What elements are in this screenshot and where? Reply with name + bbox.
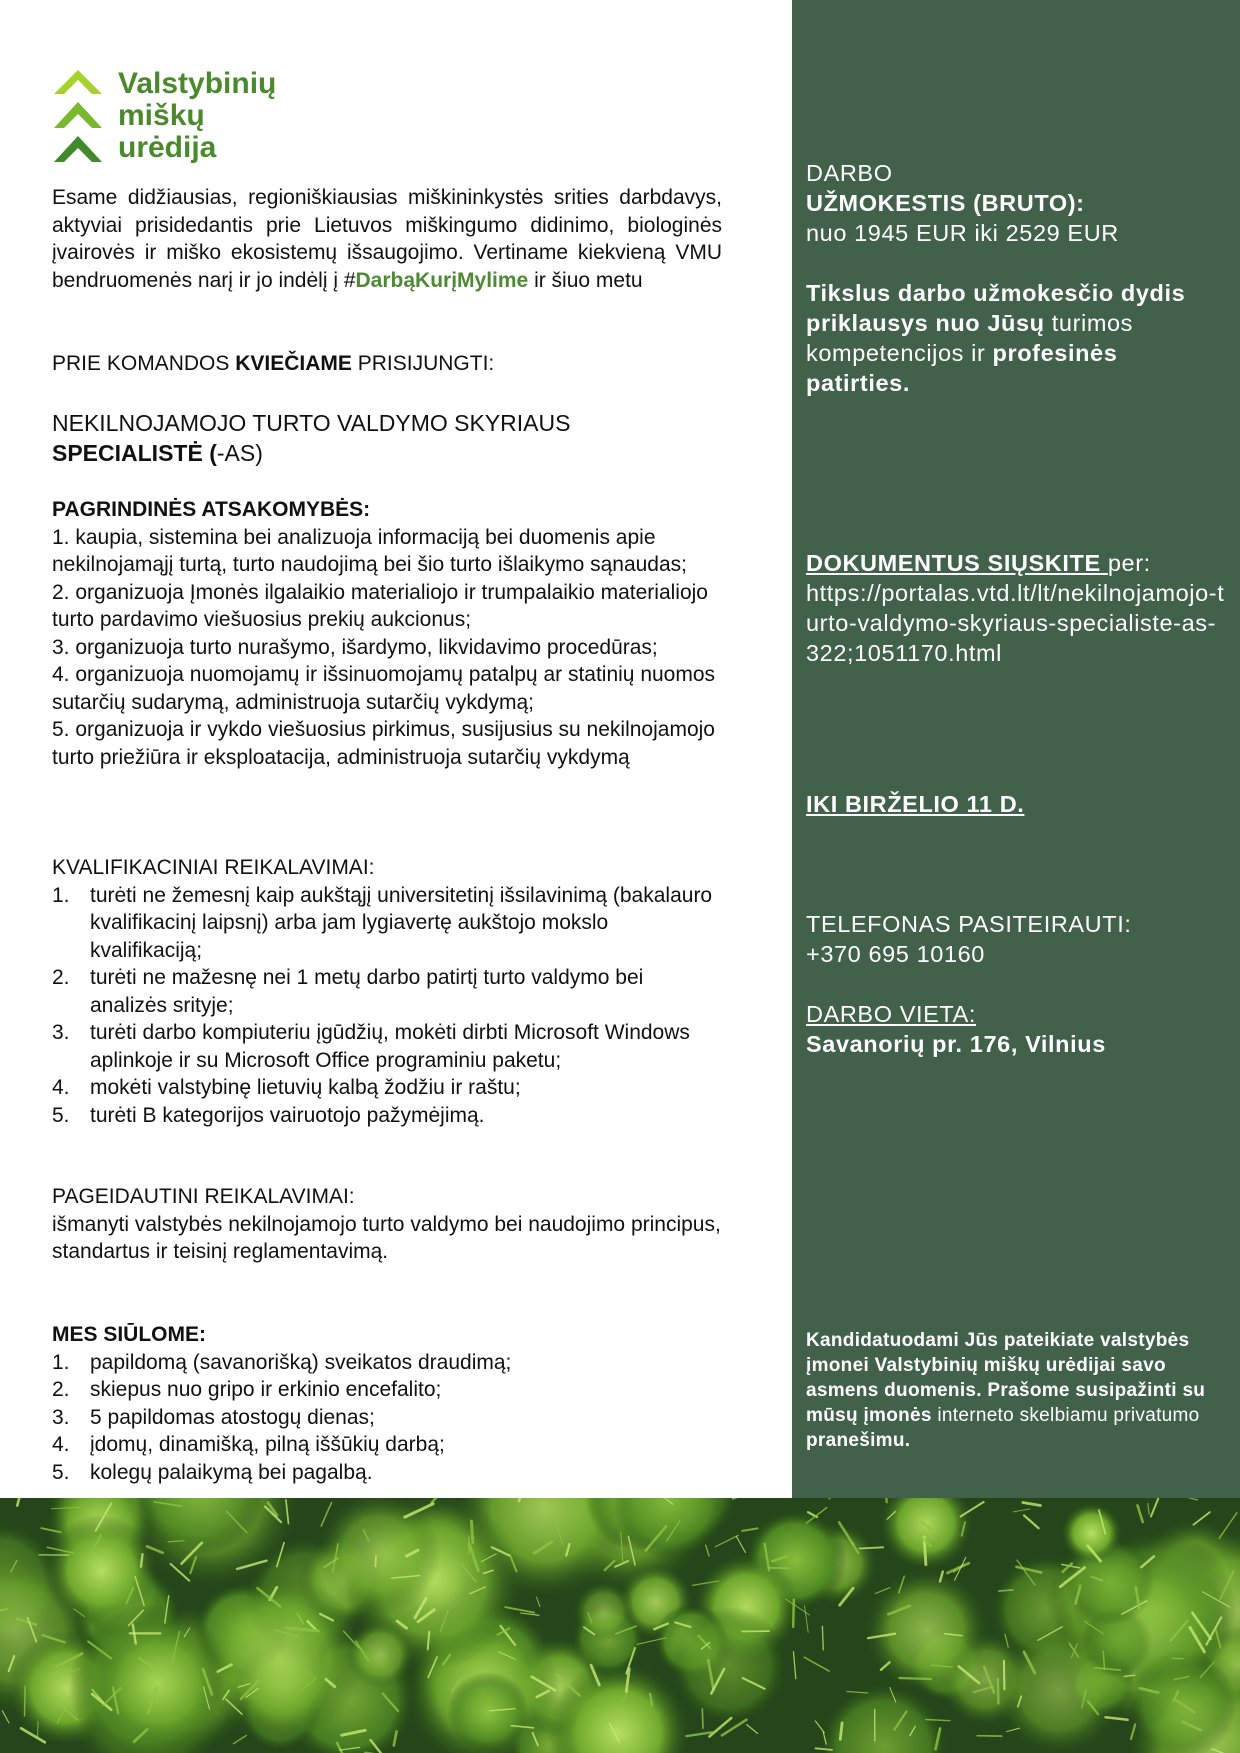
list-item [52, 1349, 722, 1377]
list-item [52, 1376, 722, 1404]
intro-text: Esame didžiausias, regioniškiausias miškininkystės srities darbdavys, aktyviai prisidedantis prie Lietuvos miškingumo didinimo, biologinės įvairovės ir miško ekosistemų išsaugojimo. Vertiname kiekvieną VMU bendruomenės narį ir jo indėlį į # [52, 186, 722, 292]
position-bold: SPECIALISTĖ ( [52, 440, 217, 466]
list-item [52, 1019, 722, 1074]
preferred-title: PAGEIDAUTINI REIKALAVIMAI: [52, 1185, 355, 1208]
salary-note [806, 278, 1226, 398]
item-number: 1. [52, 883, 70, 907]
item-number: 2. [52, 966, 70, 989]
position-line-1: NEKILNOJAMOJO TURTO VALDYMO SKYRIAUS [52, 410, 571, 436]
list-item: 3. organizuoja turto nurašymo, išardymo, likvidavimo procedūras; [52, 635, 658, 659]
phone-number[interactable]: +370 695 10160 [806, 941, 985, 967]
item-text: skiepus nuo gripo ir erkinio encefalito; [90, 1378, 442, 1401]
list-item: 4. organizuoja nuomojamų ir išsinuomojamų patalpų ar statinių nuomos sutarčių sudarymą, administruoja sutarčių vykdymą; [52, 663, 716, 714]
privacy-bold: Kandidatuodami Jūs pateikiate valstybės įmonei Valstybinių miškų urėdijai savo asmens duomenis. Prašome susipažinti su mūsų įmonės [806, 1330, 1206, 1426]
list-item [52, 1459, 722, 1487]
item-number: 5. [52, 1460, 70, 1484]
list-item [52, 1431, 722, 1459]
logo-line-3: urėdija [118, 131, 217, 164]
tree-chevrons-icon [52, 64, 108, 168]
phone-label: TELEFONAS PASITEIRAUTI: [806, 911, 1132, 937]
docs-label: DOKUMENTUS SIŲSKITE [806, 550, 1108, 576]
salary-range: nuo 1945 EUR iki 2529 EUR [806, 220, 1119, 246]
item-text: mokėti valstybinę lietuvių kalbą žodžiu ir raštu; [90, 1076, 521, 1099]
item-number: 3. [52, 1021, 70, 1044]
position-post: -AS) [216, 440, 263, 466]
moss-image [0, 1498, 1240, 1753]
item-number: 1. [52, 1350, 70, 1374]
responsibilities-title: PAGRINDINĖS ATSAKOMYBĖS: [52, 498, 371, 521]
qualifications-section [52, 854, 722, 1129]
logo-line-1: Valstybinių [118, 67, 277, 100]
invite-bold: KVIEČIAME [235, 352, 352, 375]
logo-line-2: miškų [118, 99, 205, 132]
qualifications-title: KVALIFIKACINIAI REIKALAVIMAI: [52, 856, 375, 879]
item-text: kolegų palaikymą bei pagalbą. [90, 1460, 373, 1484]
item-number: 4. [52, 1076, 70, 1099]
salary-note-bold-2: profesinės patirties. [806, 340, 1118, 396]
item-text: turėti ne žemesnį kaip aukštąjį universitetinį išsilavinimą (bakalauro kvalifikacinį laipsnį) arba jam lygiavertę aukštojo mokslo kvalifikaciją; [90, 883, 713, 962]
list-item [52, 1102, 722, 1130]
list-item: 2. organizuoja Įmonės ilgalaikio materialiojo ir trumpalaikio materialiojo turto pardavimo viešuosius prekių aukcionus; [52, 580, 708, 631]
list-item [52, 964, 722, 1019]
invite-pre: PRIE KOMANDOS [52, 352, 236, 375]
salary-note-normal: turimos kompetencijos ir [806, 310, 1134, 366]
item-number: 3. [52, 1405, 70, 1429]
intro-text-end: ir šiuo metu [528, 268, 643, 292]
location-label: DARBO VIETA: [806, 1001, 976, 1027]
item-text: 5 papildomas atostogų dienas; [90, 1405, 375, 1429]
salary-label: DARBO [806, 160, 893, 186]
item-text: turėti B kategorijos vairuotojo pažymėjimą. [90, 1103, 485, 1127]
item-text: turėti ne mažesnę nei 1 metų darbo patirtį turto valdymo bei analizės srityje; [90, 966, 644, 1017]
offer-section [52, 1321, 722, 1486]
item-number: 2. [52, 1378, 70, 1401]
position-line-2 [52, 438, 722, 468]
salary-note-bold: Tikslus darbo užmokesčio dydis priklausys nuo Jūsų [806, 280, 1186, 336]
invite-post: PRISIJUNGTI: [351, 352, 495, 375]
item-number: 5. [52, 1103, 70, 1127]
preferred-section [52, 1183, 722, 1266]
docs-per: per: [1107, 550, 1151, 576]
documents-block [806, 548, 1226, 668]
list-item: 1. kaupia, sistemina bei analizuoja informaciją bei duomenis apie nekilnojamąjį turtą, turto naudojimą bei šio turto išlaikymo sąnaudas; [52, 525, 687, 576]
salary-block [806, 158, 1226, 398]
privacy-normal: interneto skelbiamu privatumo [931, 1405, 1200, 1426]
item-number: 4. [52, 1433, 70, 1456]
item-text: papildomą (savanorišką) sveikatos draudimą; [90, 1350, 512, 1374]
list-item [52, 1404, 722, 1432]
deadline: IKI BIRŽELIO 11 D. [806, 791, 1025, 817]
list-item [52, 1074, 722, 1102]
salary-label-bold: UŽMOKESTIS (BRUTO): [806, 190, 1085, 216]
intro-paragraph [52, 184, 722, 294]
moss-photo [0, 1498, 1240, 1753]
list-item: 5. organizuoja ir vykdo viešuosius pirkimus, susijusius su nekilnojamojo turto priežiūra ir eksploatacija, administruoja sutarčių vykdymą [52, 718, 715, 769]
hashtag-link[interactable]: DarbąKurįMylime [355, 268, 529, 292]
privacy-link[interactable]: pranešimu. [806, 1430, 911, 1451]
contact-block [806, 909, 1226, 1059]
item-text: įdomų, dinamišką, pilną iššūkių darbą; [90, 1433, 445, 1456]
invite-heading [52, 350, 722, 378]
list-item [52, 882, 722, 965]
preferred-text: išmanyti valstybės nekilnojamojo turto valdymo bei naudojimo principus, standartus ir teisinį reglamentavimą. [52, 1212, 721, 1263]
docs-url-link[interactable]: https://portalas.vtd.lt/lt/nekilnojamojo-turto-valdymo-skyriaus-specialiste-as-322;1051170.html [806, 580, 1225, 666]
item-text: turėti darbo kompiuteriu įgūdžių, mokėti dirbti Microsoft Windows aplinkoje ir su Microsoft Office programiniu paketu; [90, 1021, 690, 1072]
location-address: Savanorių pr. 176, Vilnius [806, 1031, 1106, 1057]
privacy-note [806, 1328, 1226, 1453]
position-title [52, 408, 722, 468]
offer-title: MES SIŪLOME: [52, 1323, 207, 1346]
logo-wordmark [118, 68, 276, 164]
responsibilities-section [52, 496, 722, 771]
